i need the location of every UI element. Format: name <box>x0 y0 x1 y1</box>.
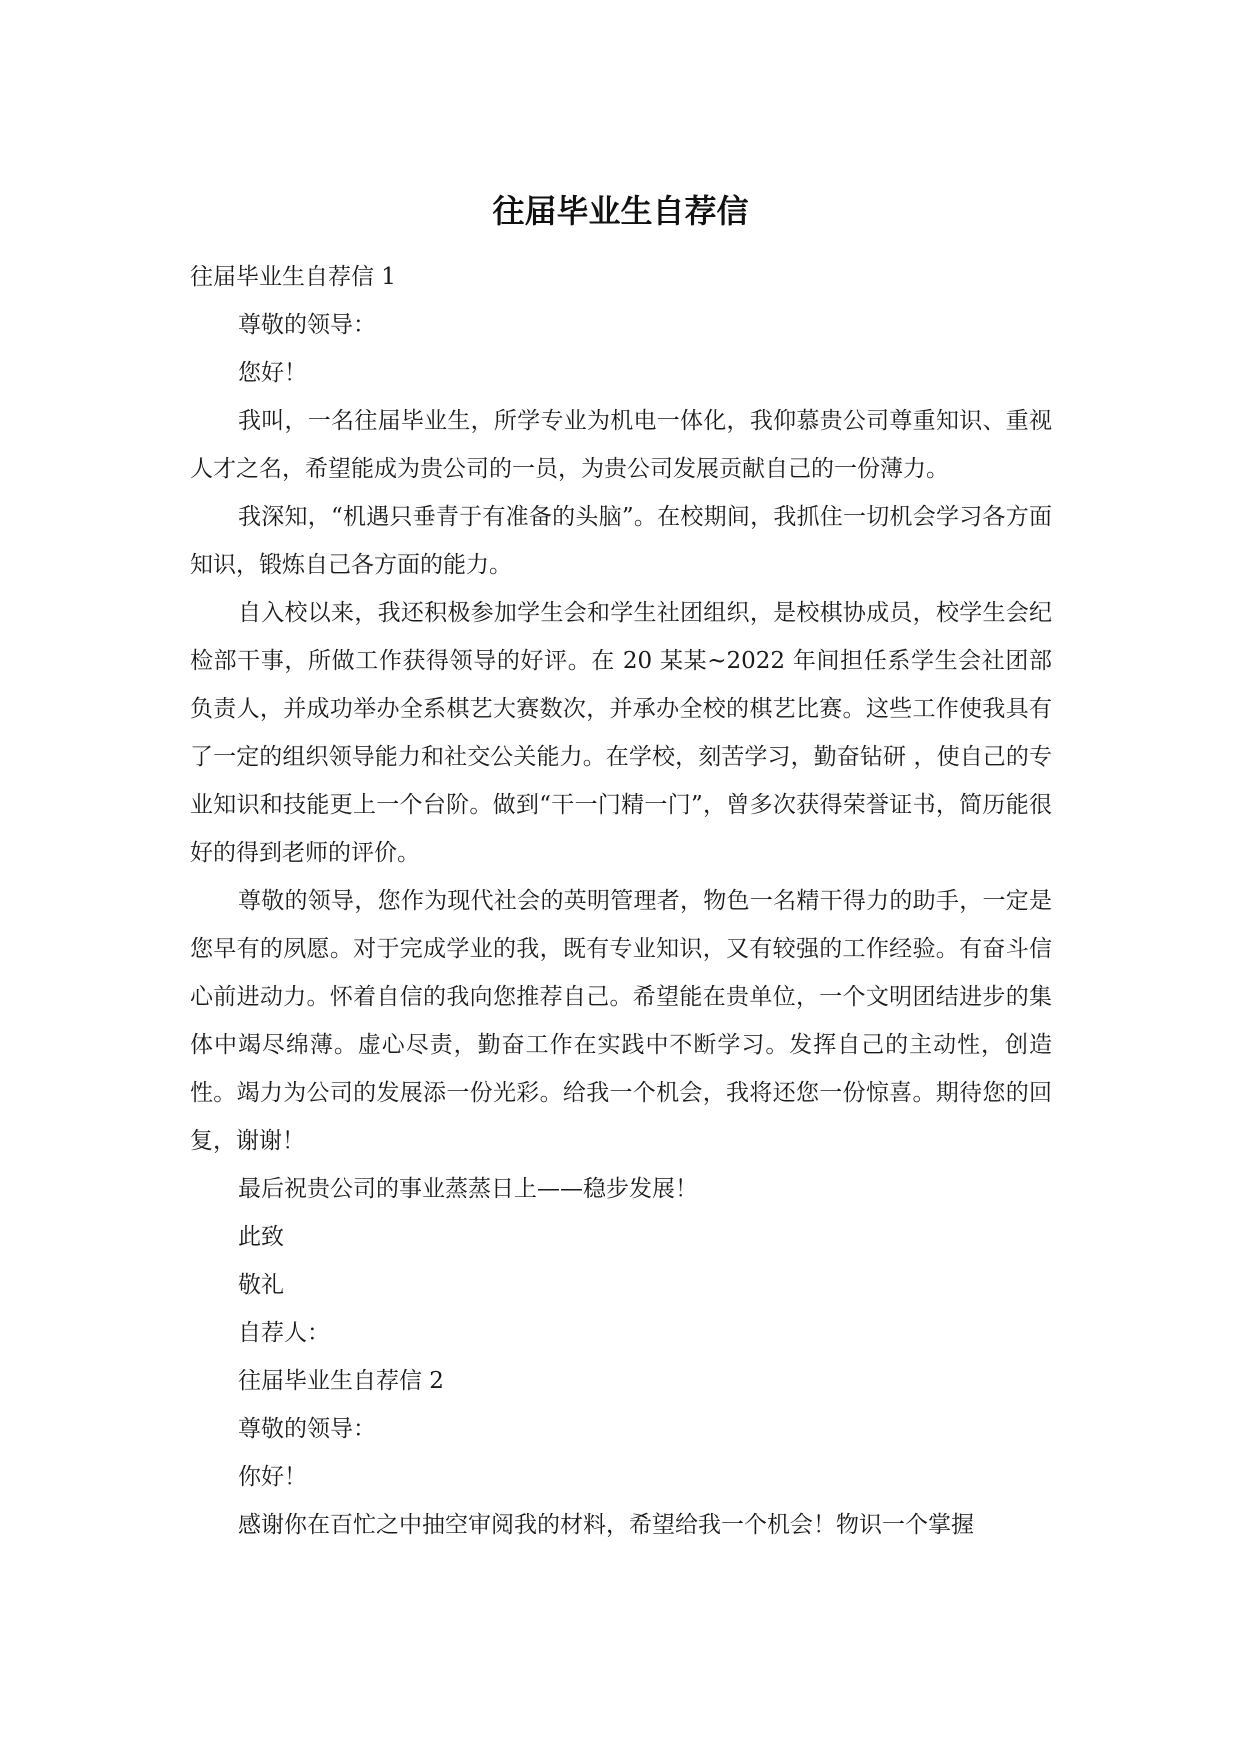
section-heading-1: 往届毕业生自荐信 1 <box>190 264 396 290</box>
paragraph-thanks: 感谢你在百忙之中抽空审阅我的材料，希望给我一个机会！物识一个掌握 <box>238 1512 974 1538</box>
section-heading-2: 往届毕业生自荐信 2 <box>238 1368 444 1394</box>
salutation-2: 尊敬的领导： <box>238 1416 376 1442</box>
document-body <box>190 253 1052 1549</box>
document-title: 往届毕业生自荐信 <box>492 192 749 230</box>
greeting: 您好！ <box>238 360 307 386</box>
closing-wish: 最后祝贵公司的事业蒸蒸日上——稳步发展！ <box>238 1176 698 1202</box>
paragraph-study: 我深知，“机遇只垂青于有准备的头脑”。在校期间，我抓住一切机会学习各方面知识，锻炼自己各方面的能力。 <box>190 504 1052 578</box>
paragraph-appeal: 尊敬的领导，您作为现代社会的英明管理者，物色一名精干得力的助手，一定是您早有的夙愿。对于完成学业的我，既有专业知识，又有较强的工作经验。有奋斗信心前进动力。怀着自信的我向您推荐自己。希望能在贵单位，一个文明团结进步的集体中竭尽绵薄。虚心尽责，勤奋工作在实践中不断学习。发挥自己的主动性，创造性。竭力为公司的发展添一份光彩。给我一个机会，我将还您一份惊喜。期待您的回复，谢谢！ <box>190 888 1052 1154</box>
greeting-2: 你好！ <box>238 1464 307 1490</box>
paragraph-activities: 自入校以来，我还积极参加学生会和学生社团组织，是校棋协成员，校学生会纪检部干事，所做工作获得领导的好评。在 20 某某~2022 年间担任系学生会社团部负责人，并成功举办全系棋艺大赛数次，并承办全校的棋艺比赛。这些工作使我具有了一定的组织领导能力和社交公关能力。在学校，刻苦学习，勤奋钻研 ，使自己的专业知识和技能更上一个台阶。做到“干一门精一门”，曾多次获得荣誉证书，简历能很好的得到老师的评价。 <box>190 600 1052 866</box>
closing-cizhi: 此致 <box>238 1224 284 1250</box>
salutation: 尊敬的领导： <box>238 312 376 338</box>
closing-jingli: 敬礼 <box>238 1272 284 1298</box>
paragraph-introduction: 我叫，一名往届毕业生，所学专业为机电一体化，我仰慕贵公司尊重知识、重视人才之名，希望能成为贵公司的一员，为贵公司发展贡献自己的一份薄力。 <box>190 408 1052 482</box>
signature-label: 自荐人： <box>238 1320 330 1346</box>
